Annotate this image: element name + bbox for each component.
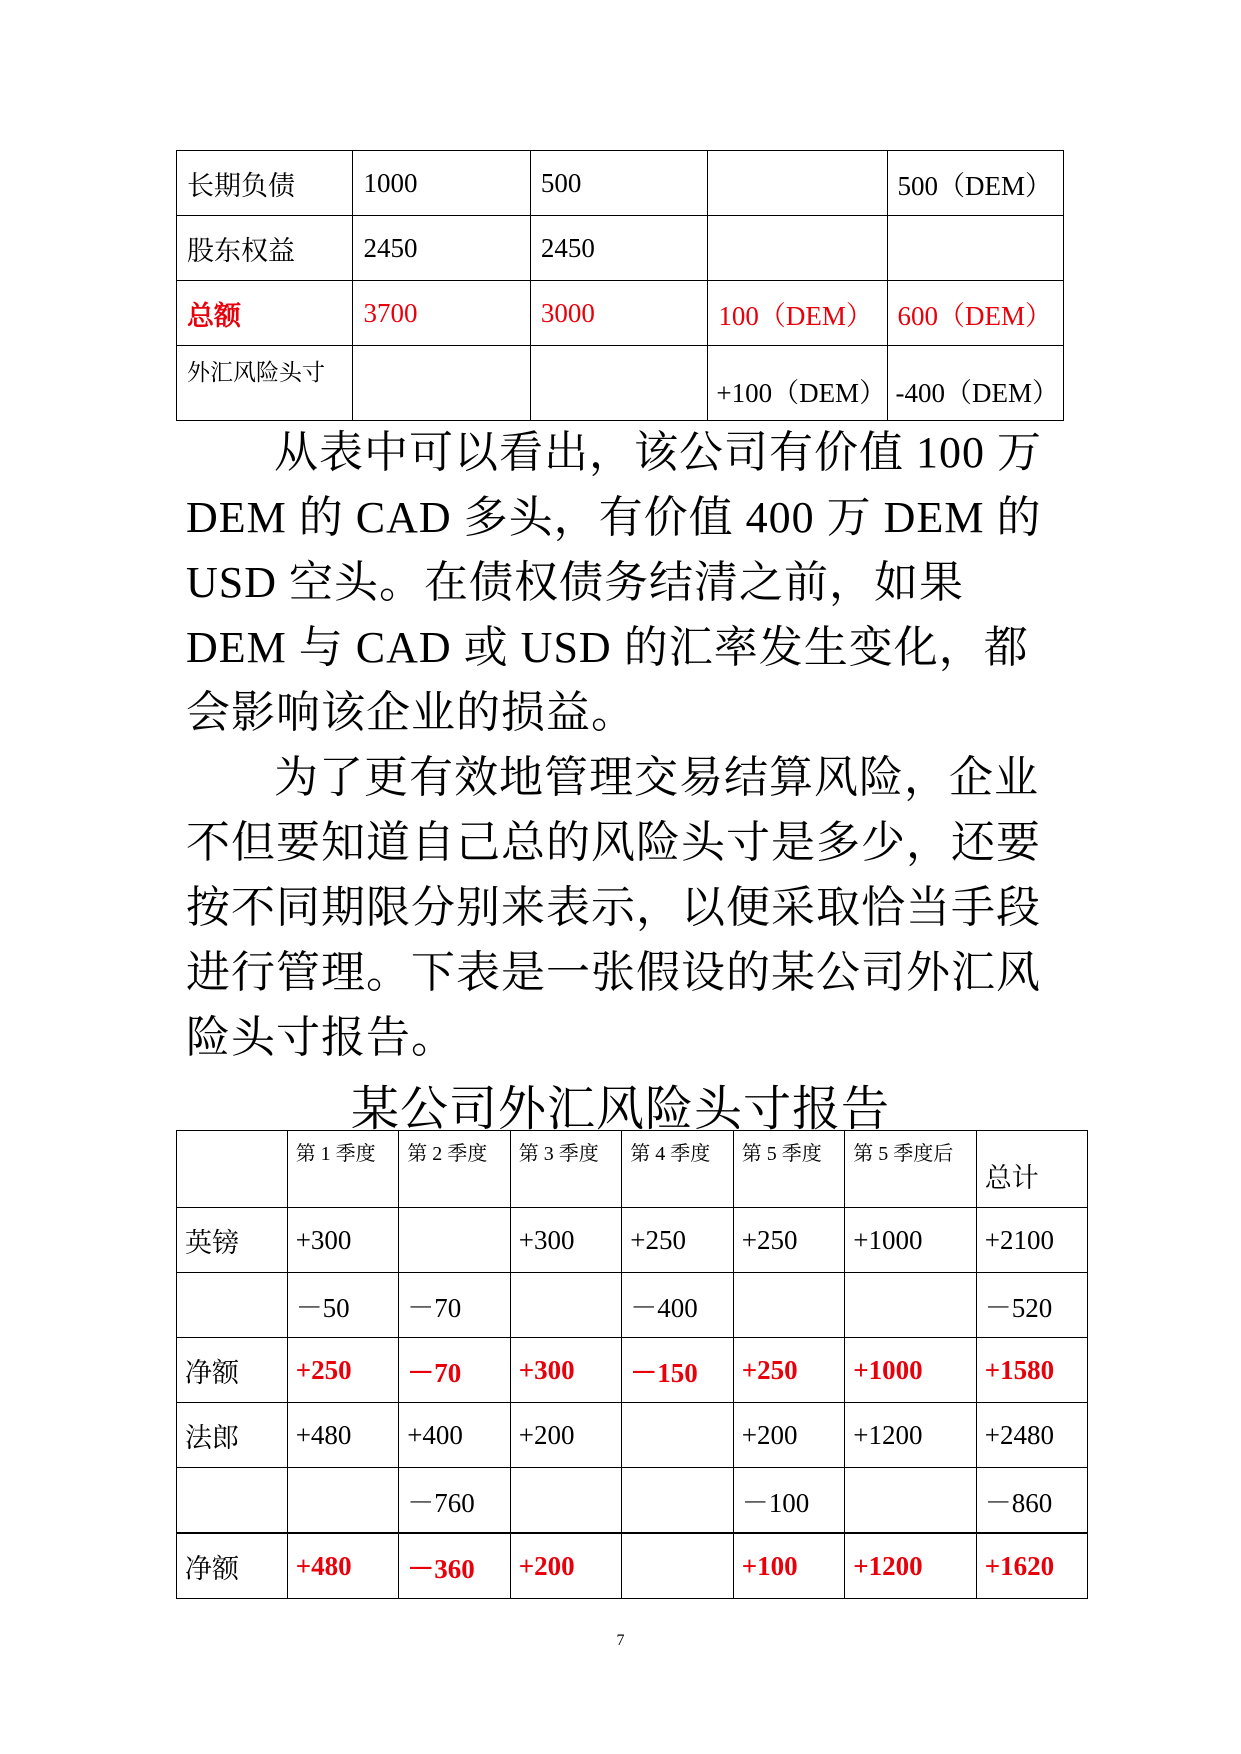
table-cell: [845, 1468, 977, 1534]
table-cell: +250: [733, 1338, 845, 1403]
table-cell: +400: [399, 1403, 511, 1468]
table-cell: [887, 281, 1063, 346]
row-label: 股东权益: [177, 216, 353, 281]
table-cell: [287, 1468, 399, 1534]
table-cell: -400（DEM）: [887, 346, 1063, 421]
row-label: 总额: [177, 281, 353, 346]
table-cell: －70: [399, 1273, 511, 1338]
table-cell: －50: [287, 1273, 399, 1338]
table-row: [177, 1468, 1088, 1534]
table-cell: [708, 216, 887, 281]
table-cell: －360: [399, 1533, 511, 1599]
table-cell: 1000: [353, 151, 530, 216]
table-cell: [622, 1403, 734, 1468]
table-cell: +480: [287, 1403, 399, 1468]
table-cell: －150: [622, 1338, 734, 1403]
row-label: [177, 1468, 288, 1534]
table-cell: [887, 216, 1063, 281]
table-cell: [733, 1273, 845, 1338]
table-cell: －70: [399, 1338, 511, 1403]
row-label: 外汇风险头寸: [177, 346, 353, 421]
table-cell: [510, 1273, 622, 1338]
row-label: [177, 1273, 288, 1338]
table-cell: +1000: [845, 1338, 977, 1403]
table-cell: +300: [510, 1208, 622, 1273]
row-label: 法郎: [177, 1403, 288, 1468]
table-cell: +1580: [976, 1338, 1087, 1403]
table-cell: +200: [510, 1533, 622, 1599]
table-cell: +2100: [976, 1208, 1087, 1273]
column-header: 第 4 季度: [622, 1131, 734, 1208]
column-header: 第 1 季度: [287, 1131, 399, 1208]
table-row: [177, 1273, 1088, 1338]
report-title: 某公司外汇风险头寸报告: [350, 1083, 890, 1136]
table-cell: +480: [287, 1533, 399, 1599]
paragraph: 从表中可以看出，该公司有价值 100 万 DEM 的 CAD 多头，有价值 400 万 DEM 的 USD 空头。在债权债务结清之前，如果 DEM 与 CAD 或 USD 的汇率发生变化，都会影响该企业的损益。: [186, 428, 1042, 737]
table-cell: [353, 346, 530, 421]
column-header: [177, 1131, 288, 1208]
table-row: [177, 1208, 1088, 1273]
table-cell: [845, 1273, 977, 1338]
table-cell: －100: [733, 1468, 845, 1534]
table-cell: +1200: [845, 1533, 977, 1599]
fx-exposure-report-table: [176, 1130, 1088, 1599]
table-row: [177, 151, 1064, 216]
table-cell: +100（DEM）: [708, 346, 887, 421]
table-row: [177, 216, 1064, 281]
table-row-net: [177, 1533, 1088, 1599]
table-row: [177, 1403, 1088, 1468]
table-cell: +2480: [976, 1403, 1087, 1468]
table-cell: [622, 1533, 734, 1599]
table-cell: +250: [622, 1208, 734, 1273]
column-header: 第 2 季度: [399, 1131, 511, 1208]
cell-value: 600（DEM）: [897, 300, 1053, 331]
table-cell: 2450: [530, 216, 707, 281]
table-cell: 500: [530, 151, 707, 216]
column-header: 第 3 季度: [510, 1131, 622, 1208]
table-cell: [622, 1468, 734, 1534]
table-row-net: [177, 1338, 1088, 1403]
table-cell: [530, 346, 707, 421]
table-cell: +200: [510, 1403, 622, 1468]
column-header: 第 5 季度: [733, 1131, 845, 1208]
row-label: 长期负债: [177, 151, 353, 216]
table-row: [177, 346, 1064, 421]
table-cell: －520: [976, 1273, 1087, 1338]
table-cell: [399, 1208, 511, 1273]
table-cell: 3000: [530, 281, 707, 346]
table-cell: －400: [622, 1273, 734, 1338]
table-header-row: [177, 1131, 1088, 1208]
table-cell: [708, 281, 887, 346]
paragraph: 为了更有效地管理交易结算风险，企业不但要知道自己总的风险头寸是多少，还要按不同期限分别来表示，以便采取恰当手段进行管理。下表是一张假设的某公司外汇风险头寸报告。: [186, 753, 1041, 1062]
table-cell: －760: [399, 1468, 511, 1534]
table-cell: +1000: [845, 1208, 977, 1273]
row-label: 英镑: [177, 1208, 288, 1273]
row-label: 净额: [177, 1533, 288, 1599]
table-cell: +200: [733, 1403, 845, 1468]
table-cell: +1200: [845, 1403, 977, 1468]
table-cell: +300: [510, 1338, 622, 1403]
cell-value: 100（DEM）: [718, 300, 873, 331]
table-cell: 500（DEM）: [887, 151, 1063, 216]
table-cell: 3700: [353, 281, 530, 346]
table-cell: [510, 1468, 622, 1534]
table-cell: +300: [287, 1208, 399, 1273]
table-cell: +100: [733, 1533, 845, 1599]
table-cell: [708, 151, 887, 216]
table-cell: +250: [733, 1208, 845, 1273]
balance-table: [176, 150, 1064, 421]
table-cell: +250: [287, 1338, 399, 1403]
table-row-total: [177, 281, 1064, 346]
body-text: [186, 420, 1066, 1070]
table-cell: 2450: [353, 216, 530, 281]
page-number: 7: [616, 1632, 625, 1649]
column-header: 第 5 季度后: [845, 1131, 977, 1208]
table-cell: +1620: [976, 1533, 1087, 1599]
table-cell: －860: [976, 1468, 1087, 1534]
row-label: 净额: [177, 1338, 288, 1403]
column-header: 总计: [976, 1131, 1087, 1208]
